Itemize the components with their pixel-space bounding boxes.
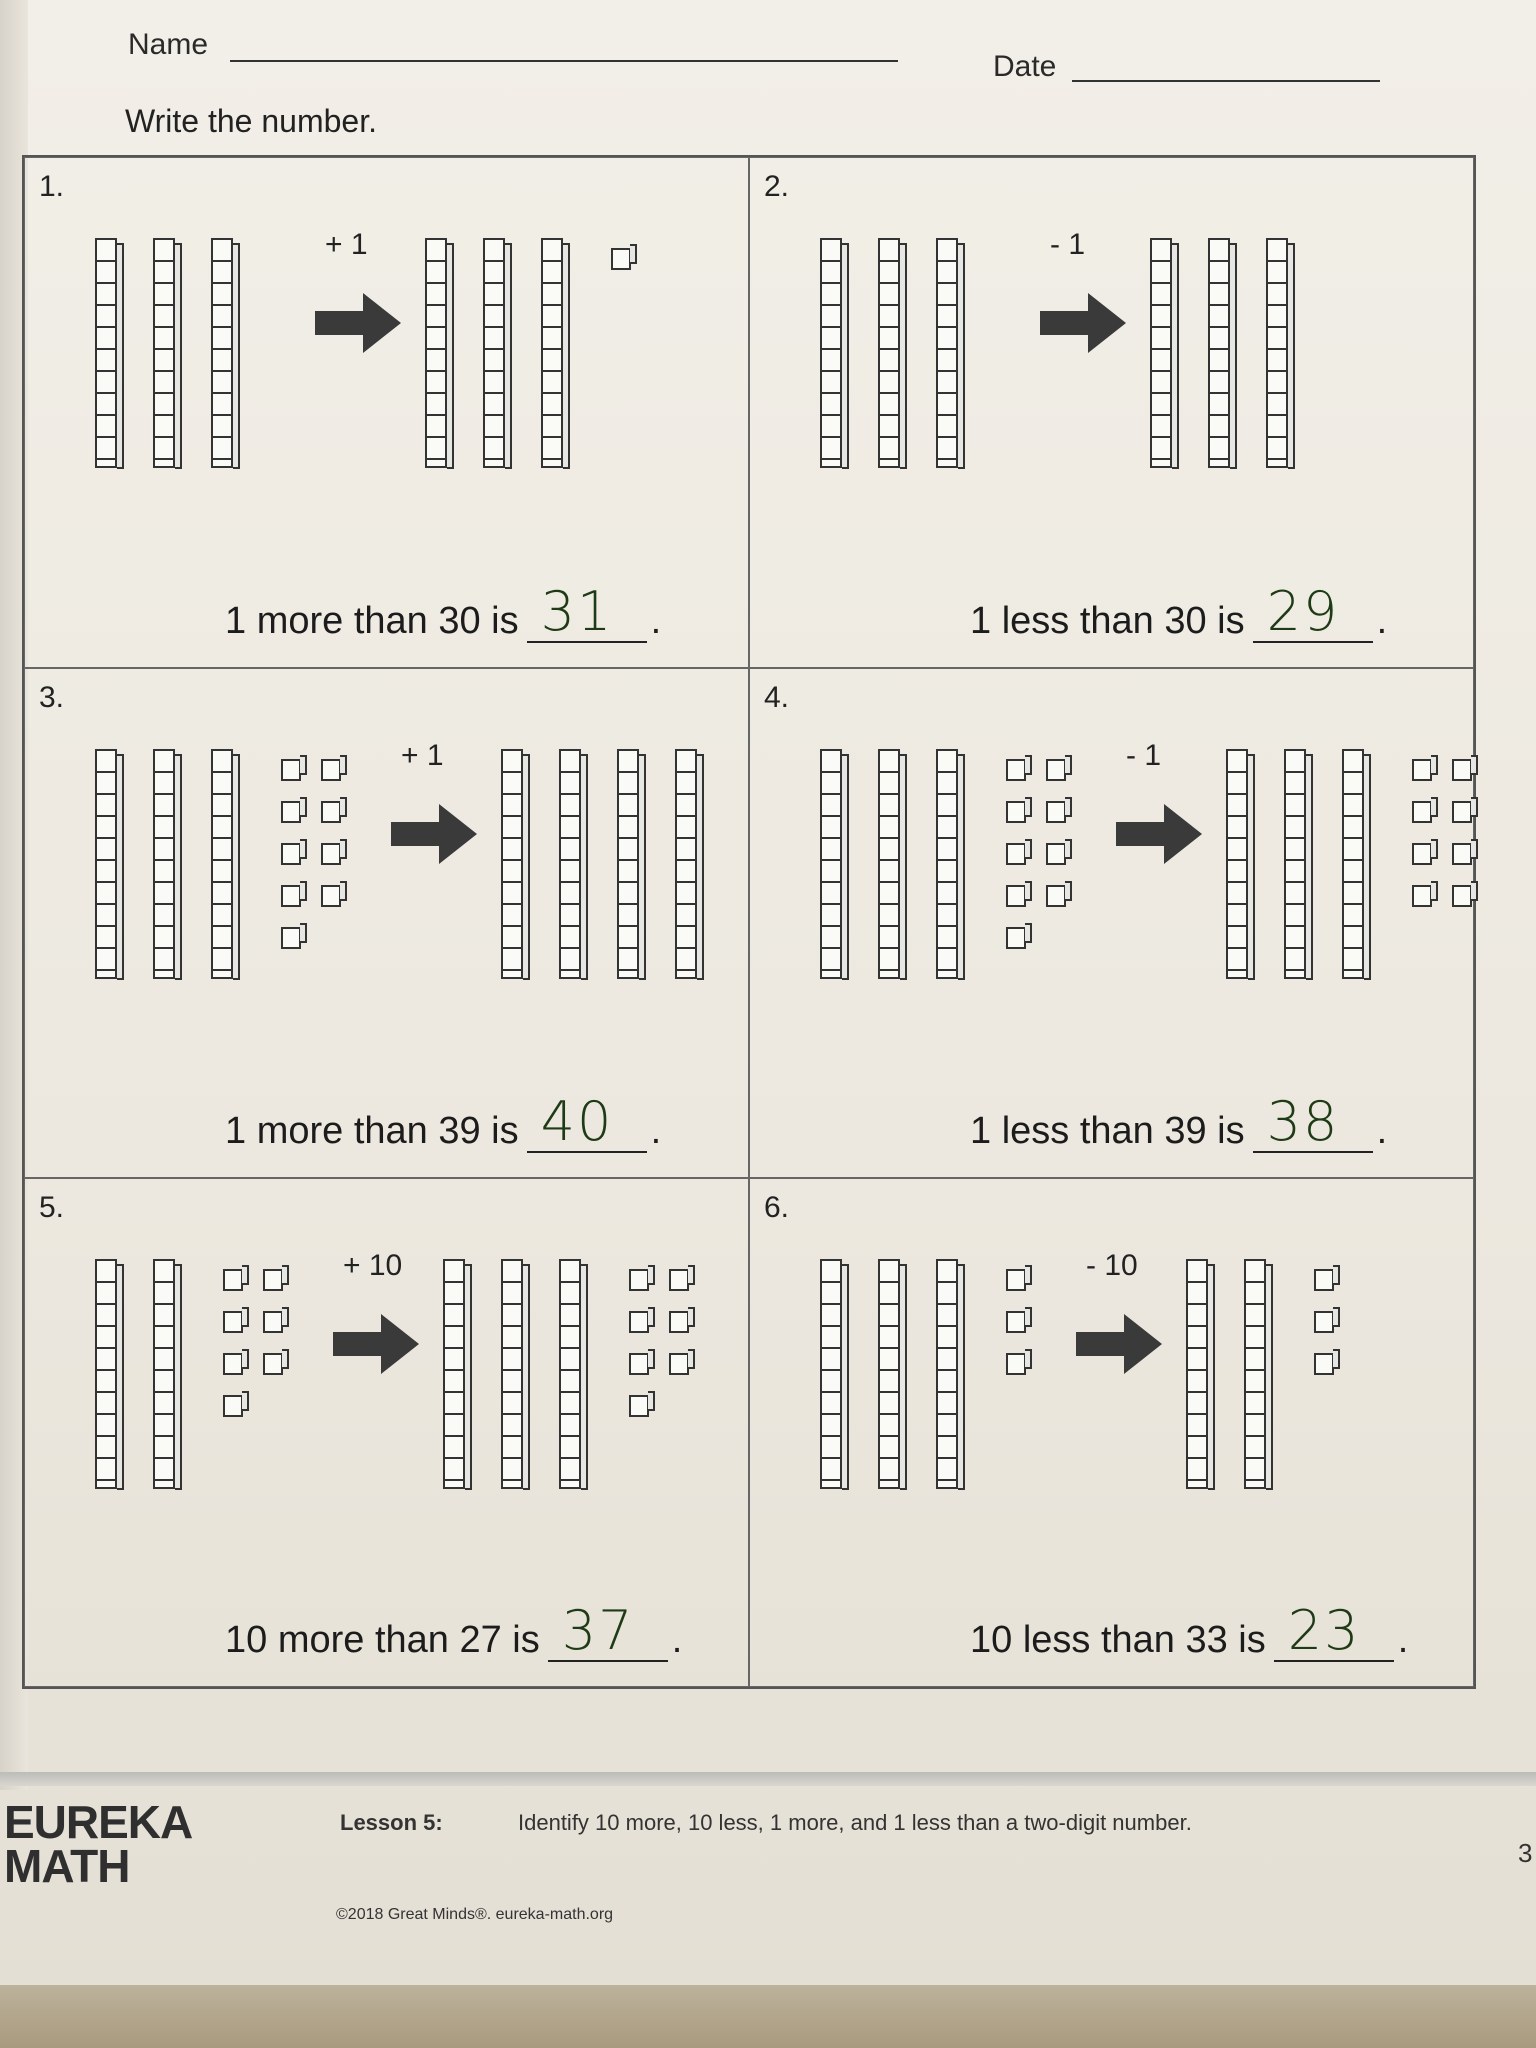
end-one-cube xyxy=(1314,1269,1334,1291)
number-sentence xyxy=(225,1089,662,1153)
problem-cell-1 xyxy=(24,157,749,668)
start-one-cube xyxy=(1006,1353,1026,1375)
start-one-cube xyxy=(1046,801,1066,823)
start-one-cube xyxy=(321,759,341,781)
handwritten-answer: 40 xyxy=(540,1089,614,1153)
start-one-cube xyxy=(263,1269,283,1291)
number-sentence xyxy=(225,580,662,644)
handwritten-answer: 29 xyxy=(1266,580,1340,644)
right-arrow-icon xyxy=(315,293,401,353)
end-ten-rod xyxy=(1244,1259,1266,1489)
operation-label: - 10 xyxy=(1086,1248,1138,1282)
answer-blank[interactable] xyxy=(548,1598,668,1662)
start-ten-rod xyxy=(936,238,958,468)
operation-label: - 1 xyxy=(1050,228,1086,261)
start-one-cube xyxy=(1046,843,1066,865)
end-one-cube xyxy=(629,1353,649,1375)
name-line[interactable] xyxy=(230,60,898,62)
start-ten-rod xyxy=(95,238,117,468)
end-one-cube xyxy=(669,1311,689,1333)
end-ten-rod xyxy=(443,1259,465,1489)
right-arrow-icon xyxy=(333,1314,419,1374)
start-one-cube xyxy=(321,843,341,865)
end-ten-rod xyxy=(1266,238,1288,468)
start-ten-rod xyxy=(153,238,175,468)
operation-label: + 1 xyxy=(401,739,444,773)
right-arrow-icon xyxy=(1116,804,1202,864)
handwritten-answer: 37 xyxy=(561,1598,635,1662)
start-ten-rod xyxy=(95,749,117,979)
right-arrow-icon xyxy=(1040,293,1126,353)
lesson-label: Lesson 5: xyxy=(340,1810,443,1835)
start-one-cube xyxy=(263,1353,283,1375)
number-sentence xyxy=(970,580,1388,644)
operation-label: + 1 xyxy=(325,228,368,261)
operation-label: - 1 xyxy=(1126,739,1162,773)
end-one-cube xyxy=(1452,801,1472,823)
sentence-period: . xyxy=(650,1109,662,1152)
logo-line-2: MATH xyxy=(4,1840,130,1892)
operation-label: + 10 xyxy=(343,1248,403,1282)
start-ten-rod xyxy=(95,1259,117,1489)
start-one-cube xyxy=(1006,1269,1026,1291)
problem-number: 5. xyxy=(39,1190,65,1224)
end-ten-rod xyxy=(425,238,447,468)
right-arrow-icon xyxy=(1076,1314,1162,1374)
end-ten-rod xyxy=(483,238,505,468)
problem-number: 6. xyxy=(764,1190,790,1224)
number-sentence xyxy=(225,1598,683,1662)
answer-blank[interactable] xyxy=(1253,1089,1373,1153)
sentence-text: 1 more than 30 is xyxy=(225,600,519,643)
start-one-cube xyxy=(281,801,301,823)
start-one-cube xyxy=(281,759,301,781)
start-ten-rod xyxy=(211,238,233,468)
end-one-cube xyxy=(629,1311,649,1333)
end-ten-rod xyxy=(1186,1259,1208,1489)
start-ten-rod xyxy=(211,749,233,979)
start-one-cube xyxy=(281,843,301,865)
handwritten-answer: 31 xyxy=(540,580,614,644)
eureka-math-logo xyxy=(4,1796,193,1892)
start-one-cube xyxy=(223,1353,243,1375)
sentence-text: 10 less than 33 is xyxy=(970,1618,1266,1661)
number-sentence xyxy=(970,1598,1409,1662)
end-ten-rod xyxy=(501,1259,523,1489)
instruction-text: Write the number. xyxy=(125,103,377,139)
lesson-description: Identify 10 more, 10 less, 1 more, and 1 less than a two-digit number. xyxy=(518,1810,1192,1835)
start-one-cube xyxy=(1006,927,1026,949)
start-one-cube xyxy=(223,1269,243,1291)
end-one-cube xyxy=(669,1353,689,1375)
end-ten-rod xyxy=(559,1259,581,1489)
start-one-cube xyxy=(1006,843,1026,865)
end-ten-rod xyxy=(501,749,523,979)
sentence-period: . xyxy=(1397,1618,1409,1661)
start-one-cube xyxy=(1006,801,1026,823)
end-one-cube xyxy=(1452,759,1472,781)
problem-cell-5 xyxy=(24,1178,749,1687)
start-one-cube xyxy=(263,1311,283,1333)
start-one-cube xyxy=(1046,885,1066,907)
end-one-cube xyxy=(629,1269,649,1291)
start-ten-rod xyxy=(936,749,958,979)
start-one-cube xyxy=(1006,759,1026,781)
problem-number: 4. xyxy=(764,681,790,715)
sentence-period: . xyxy=(671,1618,683,1661)
problem-cell-3 xyxy=(24,668,749,1177)
sentence-period: . xyxy=(1376,600,1388,643)
start-one-cube xyxy=(281,927,301,949)
end-one-cube xyxy=(1314,1353,1334,1375)
problem-cell-2 xyxy=(749,157,1474,668)
number-sentence xyxy=(970,1089,1388,1153)
problem-number: 1. xyxy=(39,170,65,203)
date-label: Date xyxy=(993,50,1057,83)
sentence-text: 1 less than 30 is xyxy=(970,600,1245,643)
answer-blank[interactable] xyxy=(527,580,647,644)
end-ten-rod xyxy=(1208,238,1230,468)
end-ten-rod xyxy=(1342,749,1364,979)
end-one-cube xyxy=(1412,759,1432,781)
start-one-cube xyxy=(1006,1311,1026,1333)
end-one-cube xyxy=(1412,885,1432,907)
start-ten-rod xyxy=(820,749,842,979)
problem-cell-6 xyxy=(749,1178,1474,1687)
end-ten-rod xyxy=(541,238,563,468)
end-one-cube xyxy=(611,248,631,270)
handwritten-answer: 38 xyxy=(1266,1089,1340,1153)
start-one-cube xyxy=(223,1311,243,1333)
end-one-cube xyxy=(669,1269,689,1291)
end-one-cube xyxy=(1314,1311,1334,1333)
sentence-period: . xyxy=(650,600,662,643)
name-label: Name xyxy=(128,28,209,61)
sentence-text: 10 more than 27 is xyxy=(225,1618,540,1661)
start-ten-rod xyxy=(153,749,175,979)
end-ten-rod xyxy=(1284,749,1306,979)
start-ten-rod xyxy=(936,1259,958,1489)
start-one-cube xyxy=(1006,885,1026,907)
answer-blank[interactable] xyxy=(1253,580,1373,644)
start-ten-rod xyxy=(820,238,842,468)
start-ten-rod xyxy=(878,238,900,468)
handwritten-answer: 23 xyxy=(1287,1598,1361,1662)
end-ten-rod xyxy=(1226,749,1248,979)
answer-blank[interactable] xyxy=(1274,1598,1394,1662)
copyright-notice: ©2018 Great Minds®. eureka-math.org xyxy=(336,1906,614,1923)
page-number: 3 xyxy=(1518,1838,1533,1868)
logo-line-1: EUREKA xyxy=(4,1796,193,1848)
end-ten-rod xyxy=(1150,238,1172,468)
right-arrow-icon xyxy=(391,804,477,864)
start-ten-rod xyxy=(878,1259,900,1489)
start-one-cube xyxy=(281,885,301,907)
start-one-cube xyxy=(1046,759,1066,781)
end-ten-rod xyxy=(617,749,639,979)
start-ten-rod xyxy=(878,749,900,979)
end-one-cube xyxy=(1412,843,1432,865)
end-one-cube xyxy=(629,1395,649,1417)
start-one-cube xyxy=(321,885,341,907)
start-ten-rod xyxy=(153,1259,175,1489)
sentence-text: 1 less than 39 is xyxy=(970,1109,1245,1152)
problem-number: 3. xyxy=(39,681,65,715)
end-one-cube xyxy=(1452,885,1472,907)
problem-number: 2. xyxy=(764,170,790,203)
date-line[interactable] xyxy=(1072,80,1380,82)
end-one-cube xyxy=(1452,843,1472,865)
end-ten-rod xyxy=(559,749,581,979)
start-ten-rod xyxy=(820,1259,842,1489)
problem-grid xyxy=(22,155,1476,1689)
sentence-text: 1 more than 39 is xyxy=(225,1109,519,1152)
end-ten-rod xyxy=(675,749,697,979)
table-surface xyxy=(0,1985,1536,2048)
problem-cell-4 xyxy=(749,668,1474,1177)
end-one-cube xyxy=(1412,801,1432,823)
footer-rule xyxy=(0,1772,1536,1786)
answer-blank[interactable] xyxy=(527,1089,647,1153)
sentence-period: . xyxy=(1376,1109,1388,1152)
start-one-cube xyxy=(321,801,341,823)
start-one-cube xyxy=(223,1395,243,1417)
